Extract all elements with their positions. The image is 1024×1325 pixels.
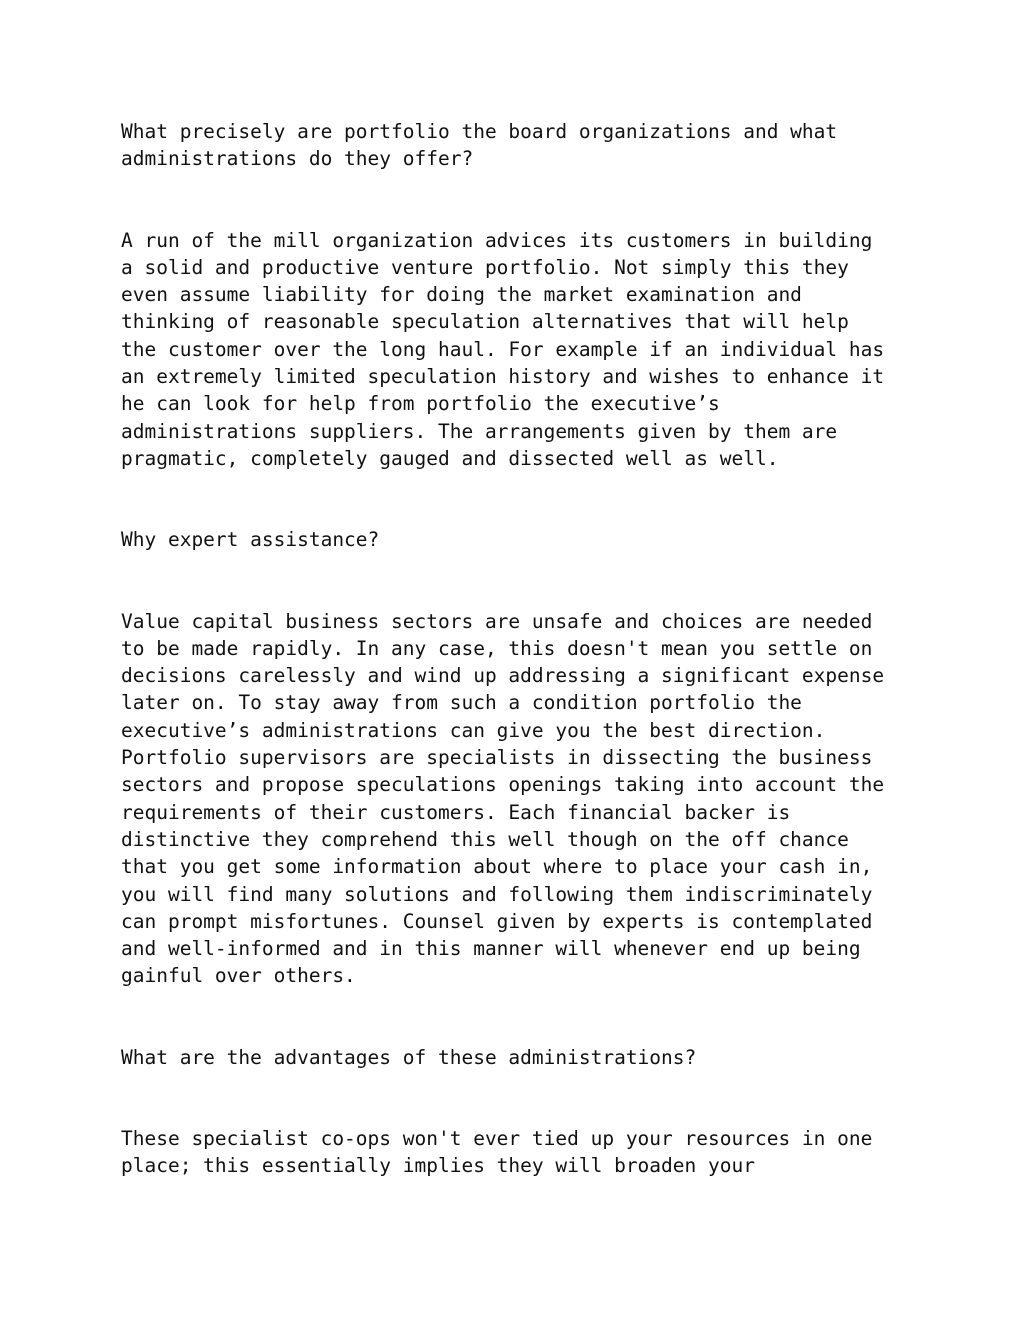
document-page	[121, 118, 921, 1180]
section-heading-expert-assistance: Why expert assistance?	[121, 528, 380, 552]
section-heading-portfolio-organizations: What precisely are portfolio the board organizations and what administrations do they offer?	[121, 120, 838, 171]
paragraph-gap	[121, 554, 921, 608]
paragraph-gap	[121, 990, 921, 1044]
paragraph-gap	[121, 1071, 921, 1125]
section-heading-advantages: What are the advantages of these administrations?	[121, 1045, 697, 1069]
paragraph-specialist-coops: These specialist co-ops won't ever tied up your resources in one place; this essentially implies they will broaden your	[121, 1127, 873, 1178]
paragraph-gap	[121, 472, 921, 526]
paragraph-organization-advice: A run of the mill organization advices its customers in building a solid and productive venture portfolio. Not simply this they even assume liability for doing the market examination and thinking of reasonable speculation alternatives that will help the customer over the long haul. For example if an individual has an extremely limited speculation history and wishes to enhance it he can look for help from portfolio the executive’s administrations suppliers. The arrangements given by them are pragmatic, completely gauged and dissected well as well.	[121, 228, 885, 470]
paragraph-gap	[121, 173, 921, 227]
paragraph-value-capital: Value capital business sectors are unsafe and choices are needed to be made rapidly. In any case, this doesn't mean you settle on decisions carelessly and wind up addressing a significant expense later on. To stay away from such a condition portfolio the executive’s administrations can give you the best direction. Portfolio supervisors are specialists in dissecting the business sectors and propose speculations openings taking into account the requirements of their customers. Each financial backer is distinctive they comprehend this well though on the off chance that you get some information about where to place your cash in, you will find many solutions and following them indiscriminately can prompt misfortunes. Counsel given by experts is contemplated and well-informed and in this manner will whenever end up being gainful over others.	[121, 609, 885, 988]
